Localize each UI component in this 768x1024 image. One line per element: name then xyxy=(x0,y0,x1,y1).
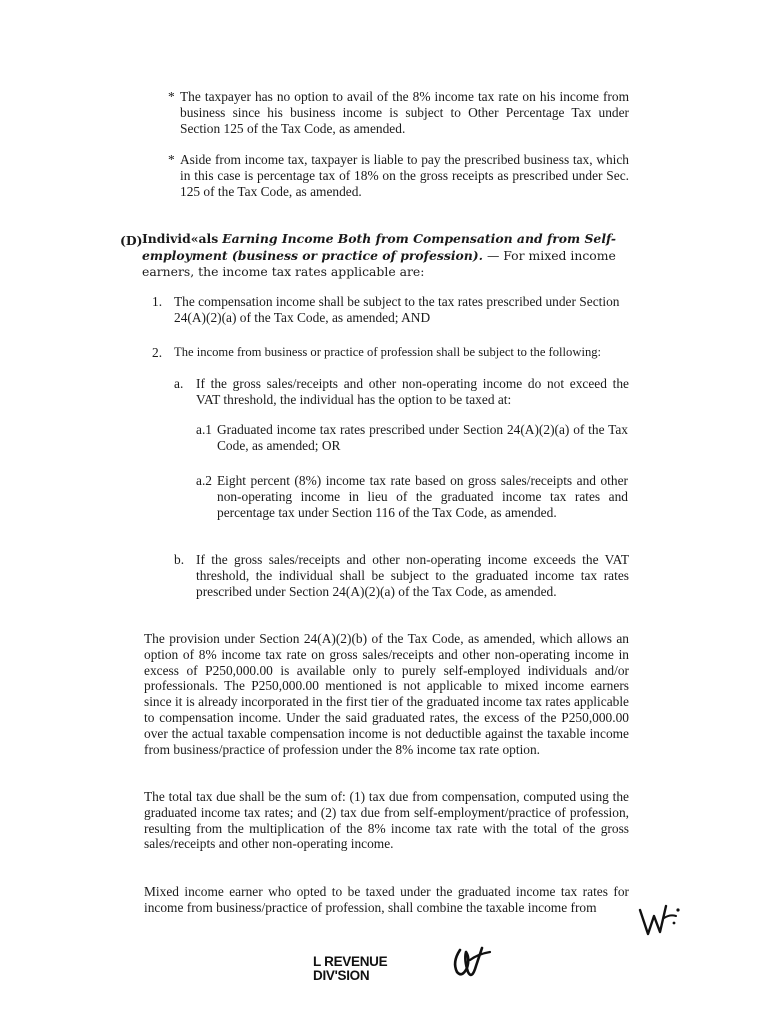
sublist-item-text: Graduated income tax rates prescribed under Section 24(A)(2)(a) of the Tax Code, as amended; OR xyxy=(217,422,628,453)
body-paragraph: Mixed income earner who opted to be taxed under the graduated income tax rates for income from business/practice of profession, shall combine the taxable income from xyxy=(144,884,629,915)
sublist-label: b. xyxy=(174,552,185,567)
sublist-label: a. xyxy=(174,376,184,391)
list-number: 2. xyxy=(152,345,163,360)
body-paragraph: The total tax due shall be the sum of: (1) tax due from compensation, computed using the graduated income tax rates; and (2) tax due from self-employment/practice of profession, resulting from the multiplication of the 8% income tax rate with the total of the gross sales/receipts and other non-operating income. xyxy=(144,789,629,852)
section-label: (D) xyxy=(120,233,143,248)
list-item-text: The compensation income shall be subject to the tax rates prescribed under Section 24(A)(2)(a) of the Tax Code, as amended; AND xyxy=(174,294,620,325)
note-text: The taxpayer has no option to avail of the 8% income tax rate on his income from business since his business income is subject to Other Percentage Tax under Section 125 of the Tax Code, as amended. xyxy=(180,89,629,136)
handwritten-initials xyxy=(636,896,684,944)
note-text: Aside from income tax, taxpayer is liable to pay the prescribed business tax, which in this case is percentage tax of 18% on the gross receipts as prescribed under Sec. 125 of the Tax Code, as amended. xyxy=(180,152,629,199)
note-bullet: * xyxy=(168,152,175,167)
note-bullet: * xyxy=(168,89,175,104)
stamp xyxy=(313,955,387,983)
section-intro: — For mixed income earners, the income tax rates applicable are: xyxy=(142,247,616,279)
body-paragraph: The provision under Section 24(A)(2)(b) of the Tax Code, as amended, which allows an option of 8% income tax rate on gross sales/receipts and other non-operating income in excess of P250,000.00 is available only to purely self-employed individuals and/or professionals. The P250,000.00 mentioned is not applicable to mixed income earners since it is already incorporated in the first tier of the graduated income tax rates applicable to compensation income. Under the said graduated rates, the excess of the P250,000.00 over the actual taxable compensation income is not deductible against the taxable income from business/practice of profession under the 8% income tax rate option. xyxy=(144,631,629,757)
stamp-line: L REVENUE xyxy=(313,954,388,969)
section-heading xyxy=(142,231,652,281)
section-heading-italic: Earning Income Both from Compensation and from Self-employment (business or practice of profession). xyxy=(142,231,617,263)
sublist-item-text: If the gross sales/receipts and other non-operating income do not exceed the VAT threshold, the individual has the option to be taxed at: xyxy=(196,376,629,407)
list-item-text: The income from business or practice of profession shall be subject to the following: xyxy=(174,345,602,359)
sublist-label: a.2 xyxy=(196,473,212,488)
sublist-item-text: If the gross sales/receipts and other non-operating income exceeds the VAT threshold, the individual shall be subject to the graduated income tax rates prescribed under Section 24(A)(2)(a) of the Tax Code, as amended. xyxy=(196,552,629,599)
signature xyxy=(448,940,494,984)
stamp-line: DIV'SION xyxy=(313,968,370,983)
sublist-item-text: Eight percent (8%) income tax rate based on gross sales/receipts and other non-operating income in lieu of the graduated income tax rates and percentage tax under Section 116 of the Tax Code, as amended. xyxy=(217,473,628,520)
sublist-label: a.1 xyxy=(196,422,212,437)
section-heading-bold: Individ«als xyxy=(142,231,219,246)
list-number: 1. xyxy=(152,294,163,309)
